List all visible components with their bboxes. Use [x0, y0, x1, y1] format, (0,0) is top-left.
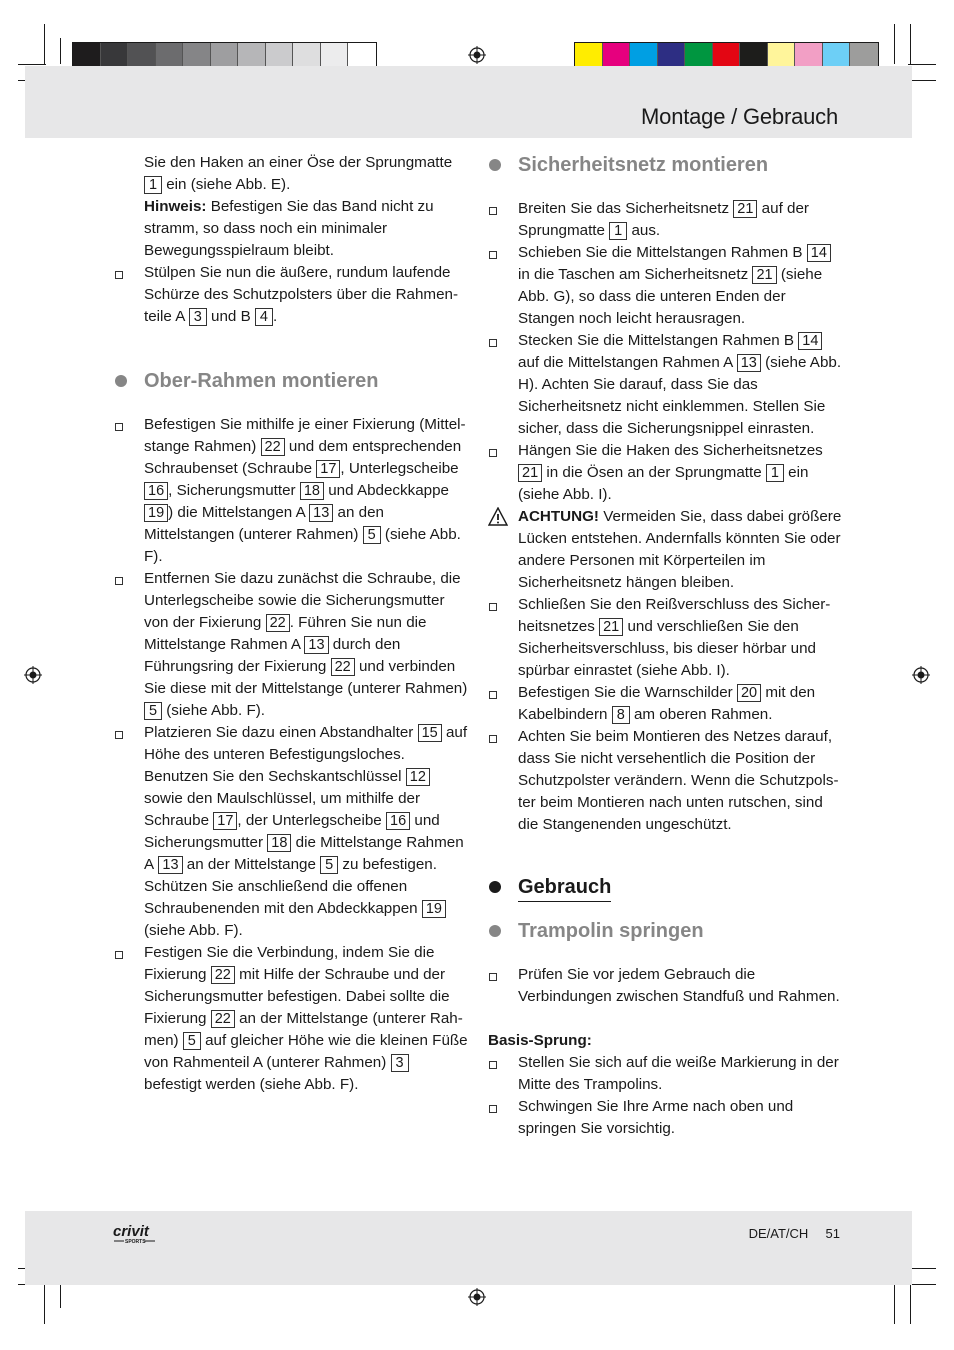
- list-item: [488, 1096, 844, 1140]
- part-ref: 17: [213, 812, 237, 830]
- footer-info: [749, 1226, 840, 1241]
- part-ref: 21: [599, 618, 623, 636]
- part-ref: 22: [331, 658, 355, 676]
- checkbox-icon: [489, 251, 497, 259]
- registration-mark-icon: [912, 666, 930, 684]
- text: am oberen Rahmen.: [633, 706, 773, 723]
- heading-text: Ober-Rahmen montieren: [144, 370, 379, 392]
- checkbox-icon: [489, 449, 497, 457]
- list-item: [488, 330, 844, 440]
- bullet-icon: [489, 925, 501, 937]
- crop-mark: [908, 1268, 936, 1269]
- logo-subtext: SPORTS: [125, 1239, 146, 1245]
- part-ref: 5: [183, 1032, 201, 1050]
- bullet-icon: [489, 159, 501, 171]
- text: auf gleicher Höhe wie die kleinen Füße von Rahmenteil A (unterer Rahmen): [144, 1032, 468, 1071]
- text: und verschließen Sie den Sicherheitsverschluss, bis dieser hörbar und spürbar einrastet (siehe Abb. I).: [518, 618, 816, 679]
- crop-mark: [910, 1284, 911, 1324]
- text: Achten Sie beim Montieren des Netzes darauf, dass Sie nicht versehentlich die Position der Schutzpolster verändern. Wenn die Schutzpolster beim Montieren nach unten rutschen, sind die Stangenenden ungeschützt.: [518, 728, 839, 833]
- subheading-text: Basis-Sprung:: [488, 1032, 592, 1049]
- text: aus.: [631, 222, 661, 239]
- hint-text: Befestigen Sie das Band nicht zu stramm, so dass noch ein minimaler Bewegungsspielraum bleibt.: [144, 198, 434, 259]
- text: ein (siehe Abb. E).: [166, 176, 291, 193]
- text: Stülpen Sie nun die äußere, rundum laufende Schürze des Schutzpolsters über die Rahmenteile A: [144, 264, 459, 325]
- section-heading: [488, 152, 844, 178]
- text: mit den Kabelbindern: [518, 684, 816, 723]
- text: auf die Mittelstangen Rahmen A: [518, 354, 733, 371]
- part-ref: 13: [158, 856, 182, 874]
- text: Schließen Sie den Reißverschluss des Sicherheitsnetzes: [518, 596, 831, 635]
- text: an den Mittelstangen (unterer Rahmen): [144, 504, 384, 543]
- part-ref: 19: [422, 900, 446, 918]
- checkbox-icon: [489, 603, 497, 611]
- crivit-logo: [112, 1222, 158, 1246]
- part-ref: 1: [609, 222, 627, 240]
- text: und Sicherungsmutter: [144, 812, 440, 851]
- crop-mark: [908, 1284, 936, 1285]
- text: (siehe Abb. H). Achten Sie darauf, dass Sie das Sicherheitsnetz nicht einklemmen. Stellen Sie sicher, dass die Sicherungsnippel einrasten.: [518, 354, 842, 437]
- logo-text: crivit: [113, 1223, 149, 1240]
- text: , Sicherungsmutter: [168, 482, 296, 499]
- checkbox-icon: [115, 423, 123, 431]
- part-ref: 5: [363, 526, 381, 544]
- text: in die Taschen am Sicherheitsnetz: [518, 266, 749, 283]
- text: auf der Sprungmatte: [518, 200, 809, 239]
- part-ref: 21: [733, 200, 757, 218]
- text: Schwingen Sie Ihre Arme nach oben und springen Sie vorsichtig.: [518, 1098, 794, 1137]
- text: (siehe Abb. G), so dass die unteren Enden der Stangen noch leicht herausragen.: [518, 266, 823, 327]
- part-ref: 14: [798, 332, 822, 350]
- heading-text: Trampolin springen: [518, 920, 704, 942]
- text: Befestigen Sie mithilfe je einer Fixierung (Mittelstange Rahmen): [144, 416, 466, 455]
- text: an der Mittelstange: [186, 856, 316, 873]
- list-item: [488, 682, 844, 726]
- checkbox-icon: [489, 207, 497, 215]
- list-item: [488, 726, 844, 836]
- checkbox-icon: [489, 691, 497, 699]
- part-ref: 3: [189, 308, 207, 326]
- part-ref: 21: [752, 266, 776, 284]
- text: Befestigen Sie die Warnschilder: [518, 684, 733, 701]
- part-ref: 22: [261, 438, 285, 456]
- crop-mark: [60, 1284, 61, 1308]
- part-ref: 8: [612, 706, 630, 724]
- text: Platzieren Sie dazu einen Abstandhalter: [144, 724, 414, 741]
- list-item: [114, 414, 470, 568]
- text: , Unterlegscheibe: [340, 460, 459, 477]
- warning-label: ACHTUNG!: [518, 508, 599, 525]
- part-ref: 13: [737, 354, 761, 372]
- part-ref: 13: [309, 504, 333, 522]
- list-item: [114, 942, 470, 1096]
- text: und dem entsprechenden Schraubenset (Schraube: [144, 438, 462, 477]
- bullet-icon: [489, 881, 501, 893]
- list-item: [488, 1052, 844, 1096]
- footer-band: [25, 1211, 912, 1285]
- part-ref: 22: [211, 966, 235, 984]
- part-ref: 18: [300, 482, 324, 500]
- text: Stecken Sie die Mittelstangen Rahmen B: [518, 332, 795, 349]
- text: . Führen Sie nun die Mittelstange Rahmen A: [144, 614, 427, 653]
- text: .: [272, 308, 278, 325]
- warning-note: [488, 506, 844, 594]
- text: ) die Mittelstangen A: [168, 504, 305, 521]
- part-ref: 20: [737, 684, 761, 702]
- list-item: [114, 722, 470, 942]
- part-ref: 3: [391, 1054, 409, 1072]
- checkbox-icon: [489, 339, 497, 347]
- warning-text: Vermeiden Sie, dass dabei größere Lücken entstehen. Andernfalls könnten Sie oder andere Personen mit Körperteilen im Sicherheitsnetz hängen bleiben.: [518, 508, 842, 591]
- part-ref: 15: [418, 724, 442, 742]
- crop-mark: [908, 64, 936, 65]
- registration-mark-icon: [468, 46, 486, 64]
- crop-mark: [44, 24, 45, 64]
- locale-label: DE/AT/CH: [748, 1226, 809, 1241]
- section-heading: [114, 368, 470, 394]
- text: Sie den Haken an einer Öse der Sprungmatte: [144, 154, 453, 171]
- bullet-icon: [115, 375, 127, 387]
- section-heading: [488, 874, 844, 902]
- page-title: Montage / Gebrauch: [641, 104, 838, 129]
- crop-mark: [44, 1284, 45, 1324]
- checkbox-icon: [115, 577, 123, 585]
- part-ref: 13: [304, 636, 328, 654]
- text: (siehe Abb. F).: [144, 526, 461, 565]
- text: Schieben Sie die Mittelstangen Rahmen B: [518, 244, 803, 261]
- left-column: [114, 152, 470, 1096]
- text: befestigt werden (siehe Abb. F).: [144, 1076, 359, 1093]
- page-number: 51: [825, 1226, 840, 1241]
- part-ref: 14: [807, 244, 831, 262]
- text: Stellen Sie sich auf die weiße Markierung in der Mitte des Trampolins.: [518, 1054, 839, 1093]
- list-item: [488, 198, 844, 242]
- text: und Abdeckkappe: [328, 482, 449, 499]
- crop-mark: [18, 64, 46, 65]
- text: an der Mittelstange (unterer Rahmen): [144, 1010, 463, 1049]
- list-item: [488, 242, 844, 330]
- part-ref: 19: [144, 504, 168, 522]
- text: Prüfen Sie vor jedem Gebrauch die Verbindungen zwischen Standfuß und Rahmen.: [518, 966, 840, 1005]
- crop-mark: [910, 24, 911, 64]
- hint-label: Hinweis:: [144, 198, 207, 215]
- heading-text: Gebrauch: [518, 874, 611, 902]
- part-ref: 5: [144, 702, 162, 720]
- list-item: [488, 964, 844, 1008]
- part-ref: 22: [211, 1010, 235, 1028]
- text: Breiten Sie das Sicherheitsnetz: [518, 200, 730, 217]
- part-ref: 1: [144, 176, 162, 194]
- text: Entfernen Sie dazu zunächst die Schraube, die Unterlegscheibe sowie die Sicherungsmutter von der Fixierung: [144, 570, 461, 631]
- checkbox-icon: [489, 1061, 497, 1069]
- list-item: [114, 568, 470, 722]
- warning-icon: [488, 507, 508, 526]
- text: in die Ösen an der Sprungmatte: [546, 464, 762, 481]
- text: Festigen Sie die Verbindung, indem Sie die Fixierung: [144, 944, 435, 983]
- text: (siehe Abb. F).: [166, 702, 265, 719]
- checkbox-icon: [115, 731, 123, 739]
- intro-paragraph: [114, 152, 470, 262]
- crop-mark: [908, 80, 936, 81]
- crop-mark: [894, 24, 895, 64]
- text: Hängen Sie die Haken des Sicherheitsnetzes: [518, 442, 823, 459]
- part-ref: 1: [766, 464, 784, 482]
- part-ref: 16: [386, 812, 410, 830]
- list-item: [488, 594, 844, 682]
- right-column: [488, 152, 844, 1140]
- checkbox-icon: [489, 973, 497, 981]
- crop-mark: [60, 38, 61, 64]
- crop-mark: [894, 1284, 895, 1324]
- section-heading: [488, 918, 844, 944]
- checkbox-icon: [115, 951, 123, 959]
- part-ref: 22: [266, 614, 290, 632]
- text: , der Unterlegscheibe: [237, 812, 382, 829]
- registration-mark-icon: [24, 666, 42, 684]
- text: die Mittelstange Rahmen A: [144, 834, 464, 873]
- text: ein (siehe Abb. I).: [518, 464, 809, 503]
- text: auf Höhe des unteren Befestigungsloches. Benutzen Sie den Sechskantschlüssel: [144, 724, 468, 785]
- subheading: [488, 1030, 844, 1052]
- text: und verbinden Sie diese mit der Mittelstange (unterer Rahmen): [144, 658, 468, 697]
- heading-text: Sicherheitsnetz montieren: [518, 154, 769, 176]
- text: zu befestigen. Schützen Sie anschließend die offenen Schraubenenden mit den Abdeckkappen: [144, 856, 437, 917]
- checkbox-icon: [489, 735, 497, 743]
- part-ref: 16: [144, 482, 168, 500]
- checkbox-icon: [115, 271, 123, 279]
- part-ref: 17: [316, 460, 340, 478]
- text: und B: [211, 308, 251, 325]
- part-ref: 5: [320, 856, 338, 874]
- text: sowie den Maulschlüssel, um mithilfe der Schraube: [144, 790, 421, 829]
- part-ref: 21: [518, 464, 542, 482]
- part-ref: 18: [267, 834, 291, 852]
- text: durch den Führungsring der Fixierung: [144, 636, 401, 675]
- part-ref: 12: [406, 768, 430, 786]
- checkbox-icon: [489, 1105, 497, 1113]
- text: (siehe Abb. F).: [144, 922, 243, 939]
- text: mit Hilfe der Schraube und der Sicherungsmutter befestigen. Dabei sollte die Fixierung: [144, 966, 450, 1027]
- part-ref: 4: [255, 308, 273, 326]
- list-item: [114, 262, 470, 328]
- registration-mark-icon: [468, 1288, 486, 1306]
- list-item: [488, 440, 844, 506]
